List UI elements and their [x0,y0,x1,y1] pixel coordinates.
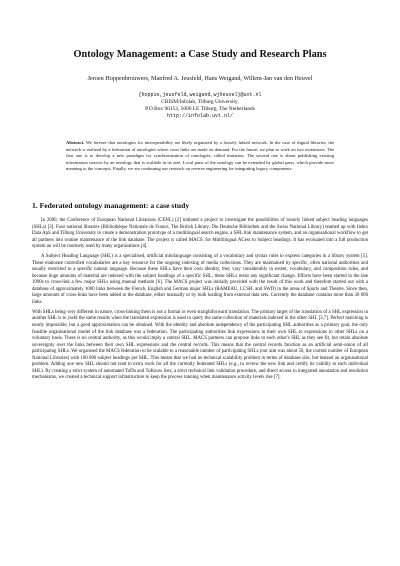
abstract-label: Abstract. [66,140,85,145]
paper-title: Ontology Management: a Case Study and Research Plans [73,49,327,60]
author-emails: {hoppie,jeusfeld,weigand,wjheuvel}@uvt.nl [138,92,262,98]
body-paragraph: A Subject Heading Language (SHL) is a specialised, artificial minilanguage consisting of a vocabulary and syntax rules to express categories in a library system [5]. These elaborate controlled vocabularies are a key resource for the ongoing indexing of media collections. They are maintained by specific, often national authorities and usually restricted to a specific natural language. Because these SHLs have their own identity, they vary considerably in extent, vocabulary, and composition rules, and because huge amounts of material are indexed with the subject headings of a specific SHL, these SHLs resist any significant change. Efforts have been started in the late 1990s to cross-link a few major SHLs using manual methods [6]. The MACS project was initially provided with the result of this work and therefore started out with a database of approximately 1000 links between the French, English and German major SHLs (RAMEAU, LCSH, and SWD) in the areas of Sports and Theatre. Since then, large amounts of cross-links have been added to the database, either manually or by bulk loading from external data sets. Currently the database contains more than 30 000 links. [32,254,368,305]
postal-address: P.O.Box 90153, 5000 LE Tilburg, The Netherlands [145,106,255,112]
body-paragraph: In 2000, the Conference of European National Librarians (CENL) [2] initiated a project to investigate the possibilities of loosely linked subject heading languages (SHLs) [3]. Four national libraries (Bibliothèque Nationale de France, The British Library, Die Deutsche Bibliothek and the Swiss National Library) teamed up with Index Data ApS and Tilburg University to create a demonstration prototype of a multilingual search engine, a SHL link maintenance system, and an organisational workflow to get all partners into routine maintenance of the link database. The project is called MACS, for Multilingual ACess to Subject headings. It has evoluated into a full production system an will be routinely used by many organisations [4]. [32,218,368,250]
affiliation-block [60,92,340,120]
author-list: Jeroen Hoppenbrouwers, Manfred A. Jeusfeld, Hans Weigand, Willem-Jan van den Heuvel [87,75,313,82]
body-paragraph: With SHLs being very different in nature, cross-linking them is not a formal or even straightforward translation. The primary target of the translation of a SHL expression in another SHL is to yield the same results when the translated expression is used to query the same collection of materials indexed in the other SHL [3,7]. Perfect matching is nearly impossible, but a good approximation can be obtained. With the identity and absolute independency of the participating SHL authorities as a primary goal, the only feasible organisational model of the link database was a federation. The participating authorities link expressions in their own SHL to expressions in other SHLs on a voluntary basis. There is no central authority, as this would imply a central SHL. MACS partners can propose links to each other's SHL as they see fit, but retain absolute sovereignty over the links between their own SHL expressions and the central records. This means that the central records function as an artificial semi-union of all participating SHLs. We organised the MACS federation to be scalable to a reasonable number of participating SHLs (our aim was about 50, the current number of European National Libraries) with 100 000 subject headings per SHL. This meant that we had no technical scalability problem in terms of database size, but instead an organisational problem. Adding one new SHL should not lead to extra work for all the currently federated SHLs (e.g., to review the new link and certify its validity to each individual SHL). By creating a strict system of automated ToDo and ToKnow lists, a strict technical link validation procedure, and direct access to integrated annotation and resolution mechanisms, we created a technical support infrastructure to keep the process running when maintenance activity levels rise [7]. [32,309,368,381]
section-heading: 1. Federated ontology management: a case study [32,201,190,210]
abstract [66,140,334,173]
institute-url: http://infolab.uvt.nl/ [166,113,233,119]
section-body [32,218,368,385]
abstract-text: We foresee that ontologies for interoperability are likely organized by a loosely linked network. In the case of digital libraries, the network is realized by a federation of ontologies where cross links are made on demand. For the future, we plan to work on two extensions. The first one is to develop a new paradigm for synchronization of ontologies, called imitation. The second one is about publishing existing information sources by an ontology that is scalable in its size. Local parts of the ontology can be extended by global parts, which provide more meaning to the concepts. Finally, we are continuing our research on reverse engineering for integrating legacy components. [66,140,334,172]
institute-name: CRISM/Infolab, Tilburg University, [161,99,239,105]
